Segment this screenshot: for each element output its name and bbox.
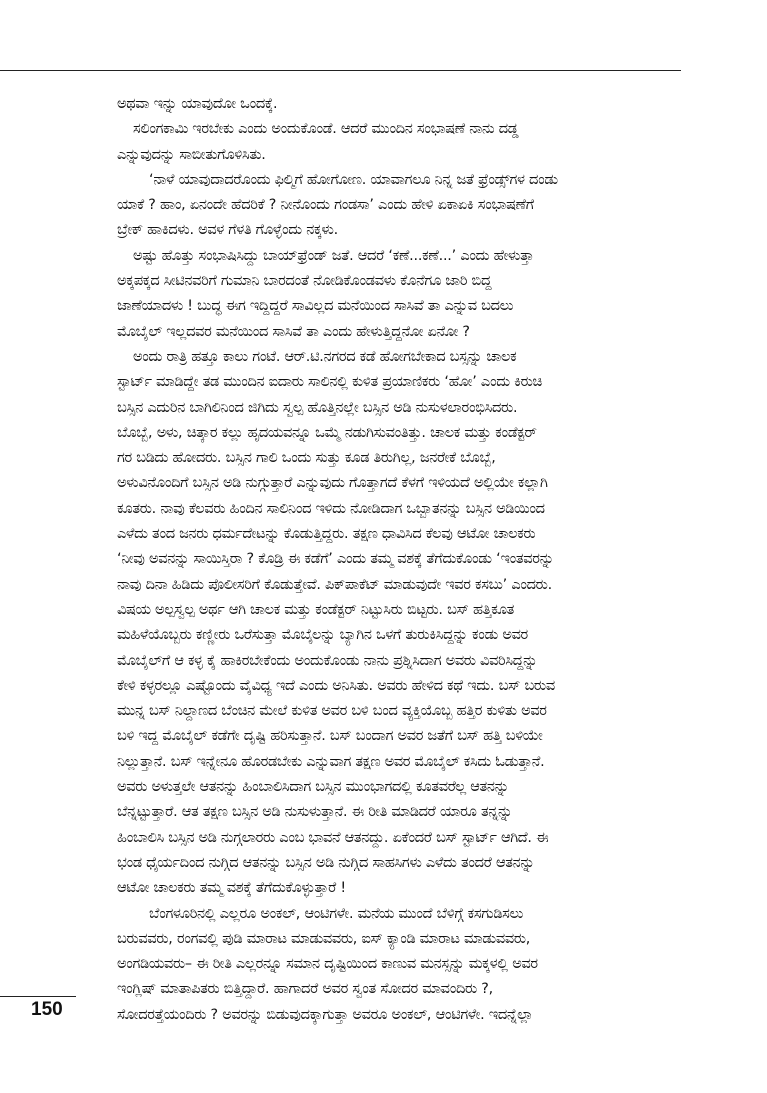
text-line: ಕೂತರು. ನಾವು ಕೆಲವರು ಹಿಂದಿನ ಸಾಲಿನಿಂದ ಇಳಿದು ನೋಡಿದಾಗ ಒಬ್ಬಾತನನ್ನು ಬಸ್ಸಿನ ಅಡಿಯಿಂದ (117, 500, 545, 517)
header-rule (0, 70, 681, 71)
text-line: ಎಳೆದು ತಂದ ಜನರು ಧರ್ಮದೇಟನ್ನು ಕೊಡುತ್ತಿದ್ದರು. ತಕ್ಷಣ ಧಾವಿಸಿದ ಕೆಲವು ಆಟೋ ಚಾಲಕರು (117, 526, 536, 543)
text-line: ‘ನಾಳೆ ಯಾವುದಾದರೊಂದು ಫಿಲ್ಮಿಗೆ ಹೋಗೋಣ. ಯಾವಾಗಲೂ ನಿನ್ನ ಜತೆ ಫ್ರೆಂಡ್ಸ್‌ಗಳ ದಂಡು (149, 171, 558, 188)
text-line: ಮೊಬೈಲ್ ಇಲ್ಲದವರ ಮನೆಯಿಂದ ಸಾಸಿವೆ ತಾ ಎಂದು ಹೇಳುತ್ತಿದ್ದನೋ ಏನೋ ? (117, 323, 470, 340)
text-line: ‘ನೀವು ಅವನನ್ನು ಸಾಯಿಸ್ತಿರಾ ? ಕೊಡ್ರಿ ಈ ಕಡೆಗೆ’ ಎಂದು ತಮ್ಮ ವಶಕ್ಕೆ ತೆಗೆದುಕೊಂಡು ‘ಇಂತವರನ್ನು (117, 551, 554, 568)
text-line: ಅಥವಾ ಇನ್ನು ಯಾವುದೋ ಒಂದಕ್ಕೆ. (117, 96, 278, 112)
text-line: ಮೊಬೈಲ್‌ಗೆ ಆ ಕಳ್ಳ ಕೈ ಹಾಕಿರಬೇಕೆಂದು ಅಂದುಕೊಂಡು ನಾನು ಪ್ರಶ್ನಿಸಿದಾಗ ಅವರು ವಿವರಿಸಿದ್ದನ್ನು (117, 652, 538, 669)
text-line: ಜಾಣೆಯಾದಳು ! ಬುದ್ಧ ಈಗ ಇದ್ದಿದ್ದರೆ ಸಾವಿಲ್ಲದ ಮನೆಯಿಂದ ಸಾಸಿವೆ ತಾ ಎನ್ನುವ ಬದಲು (117, 298, 514, 315)
text-line: ಅಕ್ಕಪಕ್ಕದ ಸೀಟಿನವರಿಗೆ ಗುಮಾನಿ ಬಾರದಂತೆ ನೋಡಿಕೊಂಡವಳು ಕೊನೆಗೂ ಜಾರಿ ಬಿದ್ದ (117, 273, 492, 290)
text-line: ಅಷ್ಟು ಹೊತ್ತು ಸಂಭಾಷಿಸಿದ್ದು ಬಾಯ್‌ಫ್ರೆಂಡ್ ಜತೆ. ಆದರೆ ‘ಕಣೆ...ಕಣೆ...’ ಎಂದು ಹೇಳುತ್ತಾ (133, 247, 534, 264)
text-line: ಮಹಿಳೆಯೊಬ್ಬರು ಕಣ್ಣೀರು ಒರೆಸುತ್ತಾ ಮೊಬೈಲನ್ನು ಬ್ಯಾಗಿನ ಒಳಗೆ ತುರುಕಿಸಿದ್ದನ್ನು ಕಂಡು ಅವರ (117, 627, 528, 644)
text-line: ಹಿಂಬಾಲಿಸಿ ಬಸ್ಸಿನ ಅಡಿ ನುಗ್ಗಲಾರರು ಎಂಬ ಭಾವನೆ ಆತನದ್ದು. ಏಕೆಂದರೆ ಬಸ್ ಸ್ಟಾರ್ಟ್ ಆಗಿದೆ. ಈ (117, 829, 549, 846)
text-line: ವಿಷಯ ಅಲ್ಪಸ್ವಲ್ಪ ಅರ್ಥ ಆಗಿ ಚಾಲಕ ಮತ್ತು ಕಂಡೆಕ್ಟರ್ ನಿಟ್ಟುಸಿರು ಬಿಟ್ಟರು. ಬಸ್ ಹತ್ತಿಕೂತ (117, 601, 514, 618)
text-line: ಬಸ್ಸಿನ ಎದುರಿನ ಬಾಗಿಲಿನಿಂದ ಜಿಗಿದು ಸ್ವಲ್ಪ ಹೊತ್ತಿನಲ್ಲೇ ಬಸ್ಸಿನ ಅಡಿ ನುಸುಳಲಾರಂಭಿಸಿದರು. (117, 399, 518, 416)
text-line: ಸೋದರತ್ತೆಯಂದಿರು ? ಅವರನ್ನು ಬಿಡುವುದಕ್ಕಾಗುತ್ತಾ ಅವರೂ ಅಂಕಲ್, ಆಂಟಿಗಳೇ. ಇದನ್ನೆಲ್ಲಾ (117, 1006, 533, 1023)
text-line: ಬಳಿ ಇದ್ದ ಮೊಬೈಲ್ ಕಡೆಗೇ ದೃಷ್ಟಿ ಹರಿಸುತ್ತಾನೆ. ಬಸ್ ಬಂದಾಗ ಅವರ ಜತೆಗೆ ಬಸ್ ಹತ್ತಿ ಬಳಿಯೇ (117, 728, 543, 745)
paragraph (117, 92, 675, 117)
text-line: ಸ್ಟಾರ್ಟ್ ಮಾಡಿದ್ದೇ ತಡ ಮುಂದಿನ ಐದಾರು ಸಾಲಿನಲ್ಲಿ ಕುಳಿತ ಪ್ರಯಾಣಿಕರು ‘ಹೋ’ ಎಂದು ಕಿರುಚಿ (117, 374, 542, 391)
paragraph (117, 345, 675, 902)
text-line: ಅಳುವಿನೊಂದಿಗೆ ಬಸ್ಸಿನ ಅಡಿ ನುಗ್ಗುತ್ತಾರೆ ಎನ್ನುವುದು ಗೊತ್ತಾಗದೆ ಕೆಳಗೆ ಇಳಿಯದೆ ಅಲ್ಲಿಯೇ ಕಲ್ಲಾಗಿ (117, 475, 548, 492)
text-line: ಅಂಗಡಿಯವರು– ಈ ರೀತಿ ಎಲ್ಲರನ್ನೂ ಸಮಾನ ದೃಷ್ಟಿಯಿಂದ ಕಾಣುವ ಮನಸ್ಸನ್ನು ಮಕ್ಕಳಲ್ಲಿ ಅವರ (117, 956, 538, 973)
page-number: 150 (31, 999, 63, 1020)
text-line: ಗರ ಬಡಿದು ಹೋದರು. ಬಸ್ಸಿನ ಗಾಲಿ ಒಂದು ಸುತ್ತು ಕೂಡ ತಿರುಗಿಲ್ಲ, ಜನರೇಕೆ ಬೊಬ್ಬೆ, (117, 450, 496, 467)
footer-rule (0, 996, 76, 997)
text-line: ಬೊಬ್ಬೆ, ಅಳು, ಚಿತ್ಕಾರ ಕಲ್ಲು ಹೃದಯವನ್ನೂ ಒಮ್ಮೆ ನಡುಗಿಸುವಂತಿತ್ತು. ಚಾಲಕ ಮತ್ತು ಕಂಡೆಕ್ಟರ್ (117, 424, 537, 441)
text-line: ಯಾಕೆ ? ಹಾಂ, ಏನಂದೇ ಹೆದರಿಕೆ ? ನೀನೊಂದು ಗಂಡಸಾ’ ಎಂದು ಹೇಳಿ ಏಕಾಏಕಿ ಸಂಭಾಷಣೆಗೆ (117, 197, 534, 214)
paragraph (117, 244, 675, 345)
text-line: ಬೆಂಗಳೂರಿನಲ್ಲಿ ಎಲ್ಲರೂ ಅಂಕಲ್, ಆಂಟಿಗಳೇ. ಮನೆಯ ಮುಂದೆ ಬೆಳಿಗ್ಗೆ ಕಸಗುಡಿಸಲು (149, 905, 524, 922)
paragraph (117, 902, 675, 1028)
text-line: ಆಟೋ ಚಾಲಕರು ತಮ್ಮ ವಶಕ್ಕೆ ತೆಗೆದುಕೊಳ್ಳುತ್ತಾರೆ ! (117, 880, 346, 897)
text-line: ಭಂಡ ಧೈರ್ಯದಿಂದ ನುಗ್ಗಿದ ಆತನನ್ನು ಬಸ್ಸಿನ ಅಡಿ ನುಗ್ಗಿದ ಸಾಹಸಿಗಳು ಎಳೆದು ತಂದರೆ ಆತನನ್ನು (117, 854, 535, 871)
text-line: ಬ್ರೇಕ್ ಹಾಕಿದಳು. ಅವಳ ಗೆಳತಿ ಗೊಳ್ಳೆಂದು ನಕ್ಕಳು. (117, 222, 338, 239)
paragraph (117, 168, 675, 244)
text-line: ಬರುವವರು, ರಂಗವಲ್ಲಿ ಪುಡಿ ಮಾರಾಟ ಮಾಡುವವರು, ಐಸ್ ಕ್ಯಾಂಡಿ ಮಾರಾಟ ಮಾಡುವವರು, (117, 930, 531, 947)
text-line: ಎನ್ನುವುದನ್ನು ಸಾಬೀತುಗೊಳಿಸಿತು. (117, 146, 266, 163)
text-line: ನಿಲ್ಲುತ್ತಾನೆ. ಬಸ್ ಇನ್ನೇನೂ ಹೊರಡಬೇಕು ಎನ್ನುವಾಗ ತಕ್ಷಣ ಅವರ ಮೊಬೈಲ್ ಕಸಿದು ಓಡುತ್ತಾನೆ. (117, 753, 545, 770)
text-line: ಸಲಿಂಗಕಾಮಿ ಇರಬೇಕು ಎಂದು ಅಂದುಕೊಂಡೆ. ಆದರೆ ಮುಂದಿನ ಸಂಭಾಷಣೆ ನಾನು ದಡ್ಡ (133, 121, 519, 138)
text-line: ಅಂದು ರಾತ್ರಿ ಹತ್ತೂ ಕಾಲು ಗಂಟೆ. ಆರ್.ಟಿ.ನಗರದ ಕಡೆ ಹೋಗಬೇಕಾದ ಬಸ್ಸನ್ನು ಚಾಲಕ (133, 348, 517, 365)
text-line: ಬೆನ್ನಟ್ಟುತ್ತಾರೆ. ಆತ ತಕ್ಷಣ ಬಸ್ಸಿನ ಅಡಿ ನುಸುಳುತ್ತಾನೆ. ಈ ರೀತಿ ಮಾಡಿದರೆ ಯಾರೂ ತನ್ನನ್ನು (117, 804, 513, 821)
text-line: ಇಂಗ್ಲಿಷ್ ಮಾತಾಪಿತರು ಬಿತ್ತಿದ್ದಾರೆ. ಹಾಗಾದರೆ ಅವರ ಸ್ವಂತ ಸೋದರ ಮಾವಂದಿರು ?, (117, 981, 494, 998)
text-line: ಕೇಳಿ ಕಳ್ಳರಲ್ಲೂ ಎಷ್ಟೊಂದು ವೈವಿಧ್ಯ ಇದೆ ಎಂದು ಅನಿಸಿತು. ಅವರು ಹೇಳಿದ ಕಥೆ ಇದು. ಬಸ್ ಬರುವ (117, 677, 555, 694)
paragraph (117, 117, 675, 168)
page-body (117, 92, 675, 1028)
text-line: ಮುನ್ನ ಬಸ್ ನಿಲ್ದಾಣದ ಬೆಂಚಿನ ಮೇಲೆ ಕುಳಿತ ಅವರ ಬಳಿ ಬಂದ ವ್ಯಕ್ತಿಯೊಬ್ಬ ಹತ್ತಿರ ಕುಳಿತು ಅವರ (117, 703, 547, 720)
text-line: ನಾವು ದಿನಾ ಹಿಡಿದು ಪೊಲೀಸರಿಗೆ ಕೊಡುತ್ತೇವೆ. ಪಿಕ್‌ಪಾಕೆಟ್ ಮಾಡುವುದೇ ಇವರ ಕಸಬು’ ಎಂದರು. (117, 576, 552, 593)
text-line: ಅವರು ಅಳುತ್ತಲೇ ಆತನನ್ನು ಹಿಂಬಾಲಿಸಿದಾಗ ಬಸ್ಸಿನ ಮುಂಭಾಗದಲ್ಲಿ ಕೂತವರೆಲ್ಲ ಆತನನ್ನು (117, 779, 509, 796)
